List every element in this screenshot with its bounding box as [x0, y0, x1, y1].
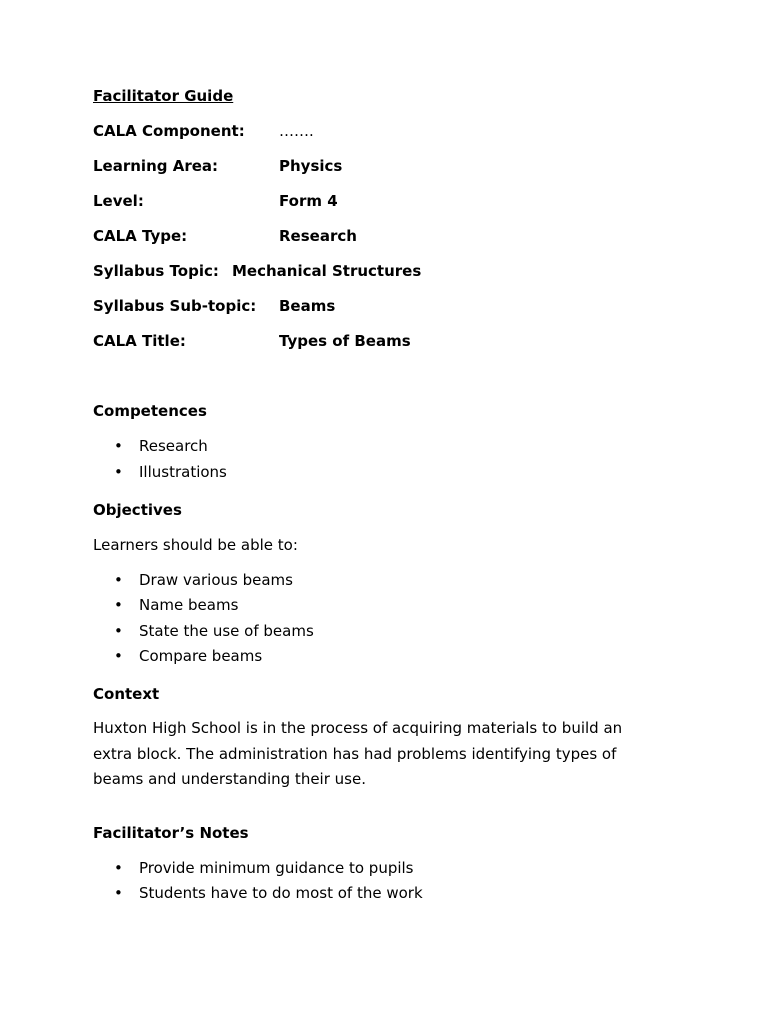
list-item-text: State the use of beams: [139, 621, 314, 640]
bullet-icon: •: [114, 858, 123, 877]
objectives-heading: Objectives: [93, 500, 182, 519]
field-value: Types of Beams: [279, 332, 411, 350]
bullet-icon: •: [114, 570, 123, 589]
field-cala-component: [93, 121, 693, 141]
field-value: Form 4: [279, 192, 338, 210]
list-item-text: Draw various beams: [139, 570, 293, 589]
bullet-icon: •: [114, 596, 123, 614]
competences-list: [93, 436, 693, 482]
objectives-list: [93, 570, 693, 667]
list-item-text: Illustrations: [139, 462, 227, 481]
field-value: Mechanical Structures: [232, 262, 422, 280]
objectives-intro: Learners should be able to:: [93, 535, 298, 554]
list-item: [93, 883, 693, 903]
field-label: Level:: [93, 192, 144, 210]
field-cala-type: [93, 226, 693, 246]
field-level: [93, 191, 693, 211]
document-page: [93, 86, 693, 903]
field-label: CALA Title:: [93, 332, 186, 350]
bullet-icon: •: [114, 647, 123, 665]
facilitator-notes-heading: Facilitator’s Notes: [93, 823, 249, 842]
bullet-icon: •: [114, 437, 123, 455]
context-paragraph: Huxton High School is in the process of acquiring materials to build an extra block. The administration has had problems identifying types of beams and understanding their use.: [93, 719, 623, 788]
field-label: Learning Area:: [93, 157, 219, 175]
field-label: Syllabus Sub-topic:: [93, 297, 257, 315]
field-label: CALA Type:: [93, 227, 188, 245]
field-syllabus-topic: [93, 261, 693, 281]
facilitator-notes-list: [93, 858, 693, 904]
list-item-text: Compare beams: [139, 647, 263, 665]
bullet-icon: •: [114, 462, 123, 481]
list-item-text: Name beams: [139, 596, 239, 614]
bullet-icon: •: [114, 621, 123, 640]
field-value: Research: [279, 227, 357, 245]
list-item: [93, 621, 693, 641]
list-item-text: Students have to do most of the work: [139, 884, 423, 902]
field-learning-area: [93, 156, 693, 176]
field-value: Physics: [279, 157, 343, 175]
field-label: CALA Component:: [93, 122, 245, 140]
field-value: Beams: [279, 297, 336, 315]
field-value: …….: [279, 122, 314, 140]
context-heading: Context: [93, 685, 160, 703]
field-cala-title: [93, 331, 693, 351]
list-item: [93, 646, 693, 666]
list-item-text: Research: [139, 437, 208, 455]
document-title: Facilitator Guide: [93, 87, 234, 105]
list-item-text: Provide minimum guidance to pupils: [139, 858, 414, 877]
list-item: [93, 570, 693, 590]
competences-heading: Competences: [93, 402, 207, 420]
list-item: [93, 462, 693, 482]
field-syllabus-subtopic: [93, 296, 693, 316]
field-label: Syllabus Topic:: [93, 262, 219, 280]
bullet-icon: •: [114, 884, 123, 902]
list-item: [93, 595, 693, 615]
list-item: [93, 436, 693, 456]
list-item: [93, 858, 693, 878]
